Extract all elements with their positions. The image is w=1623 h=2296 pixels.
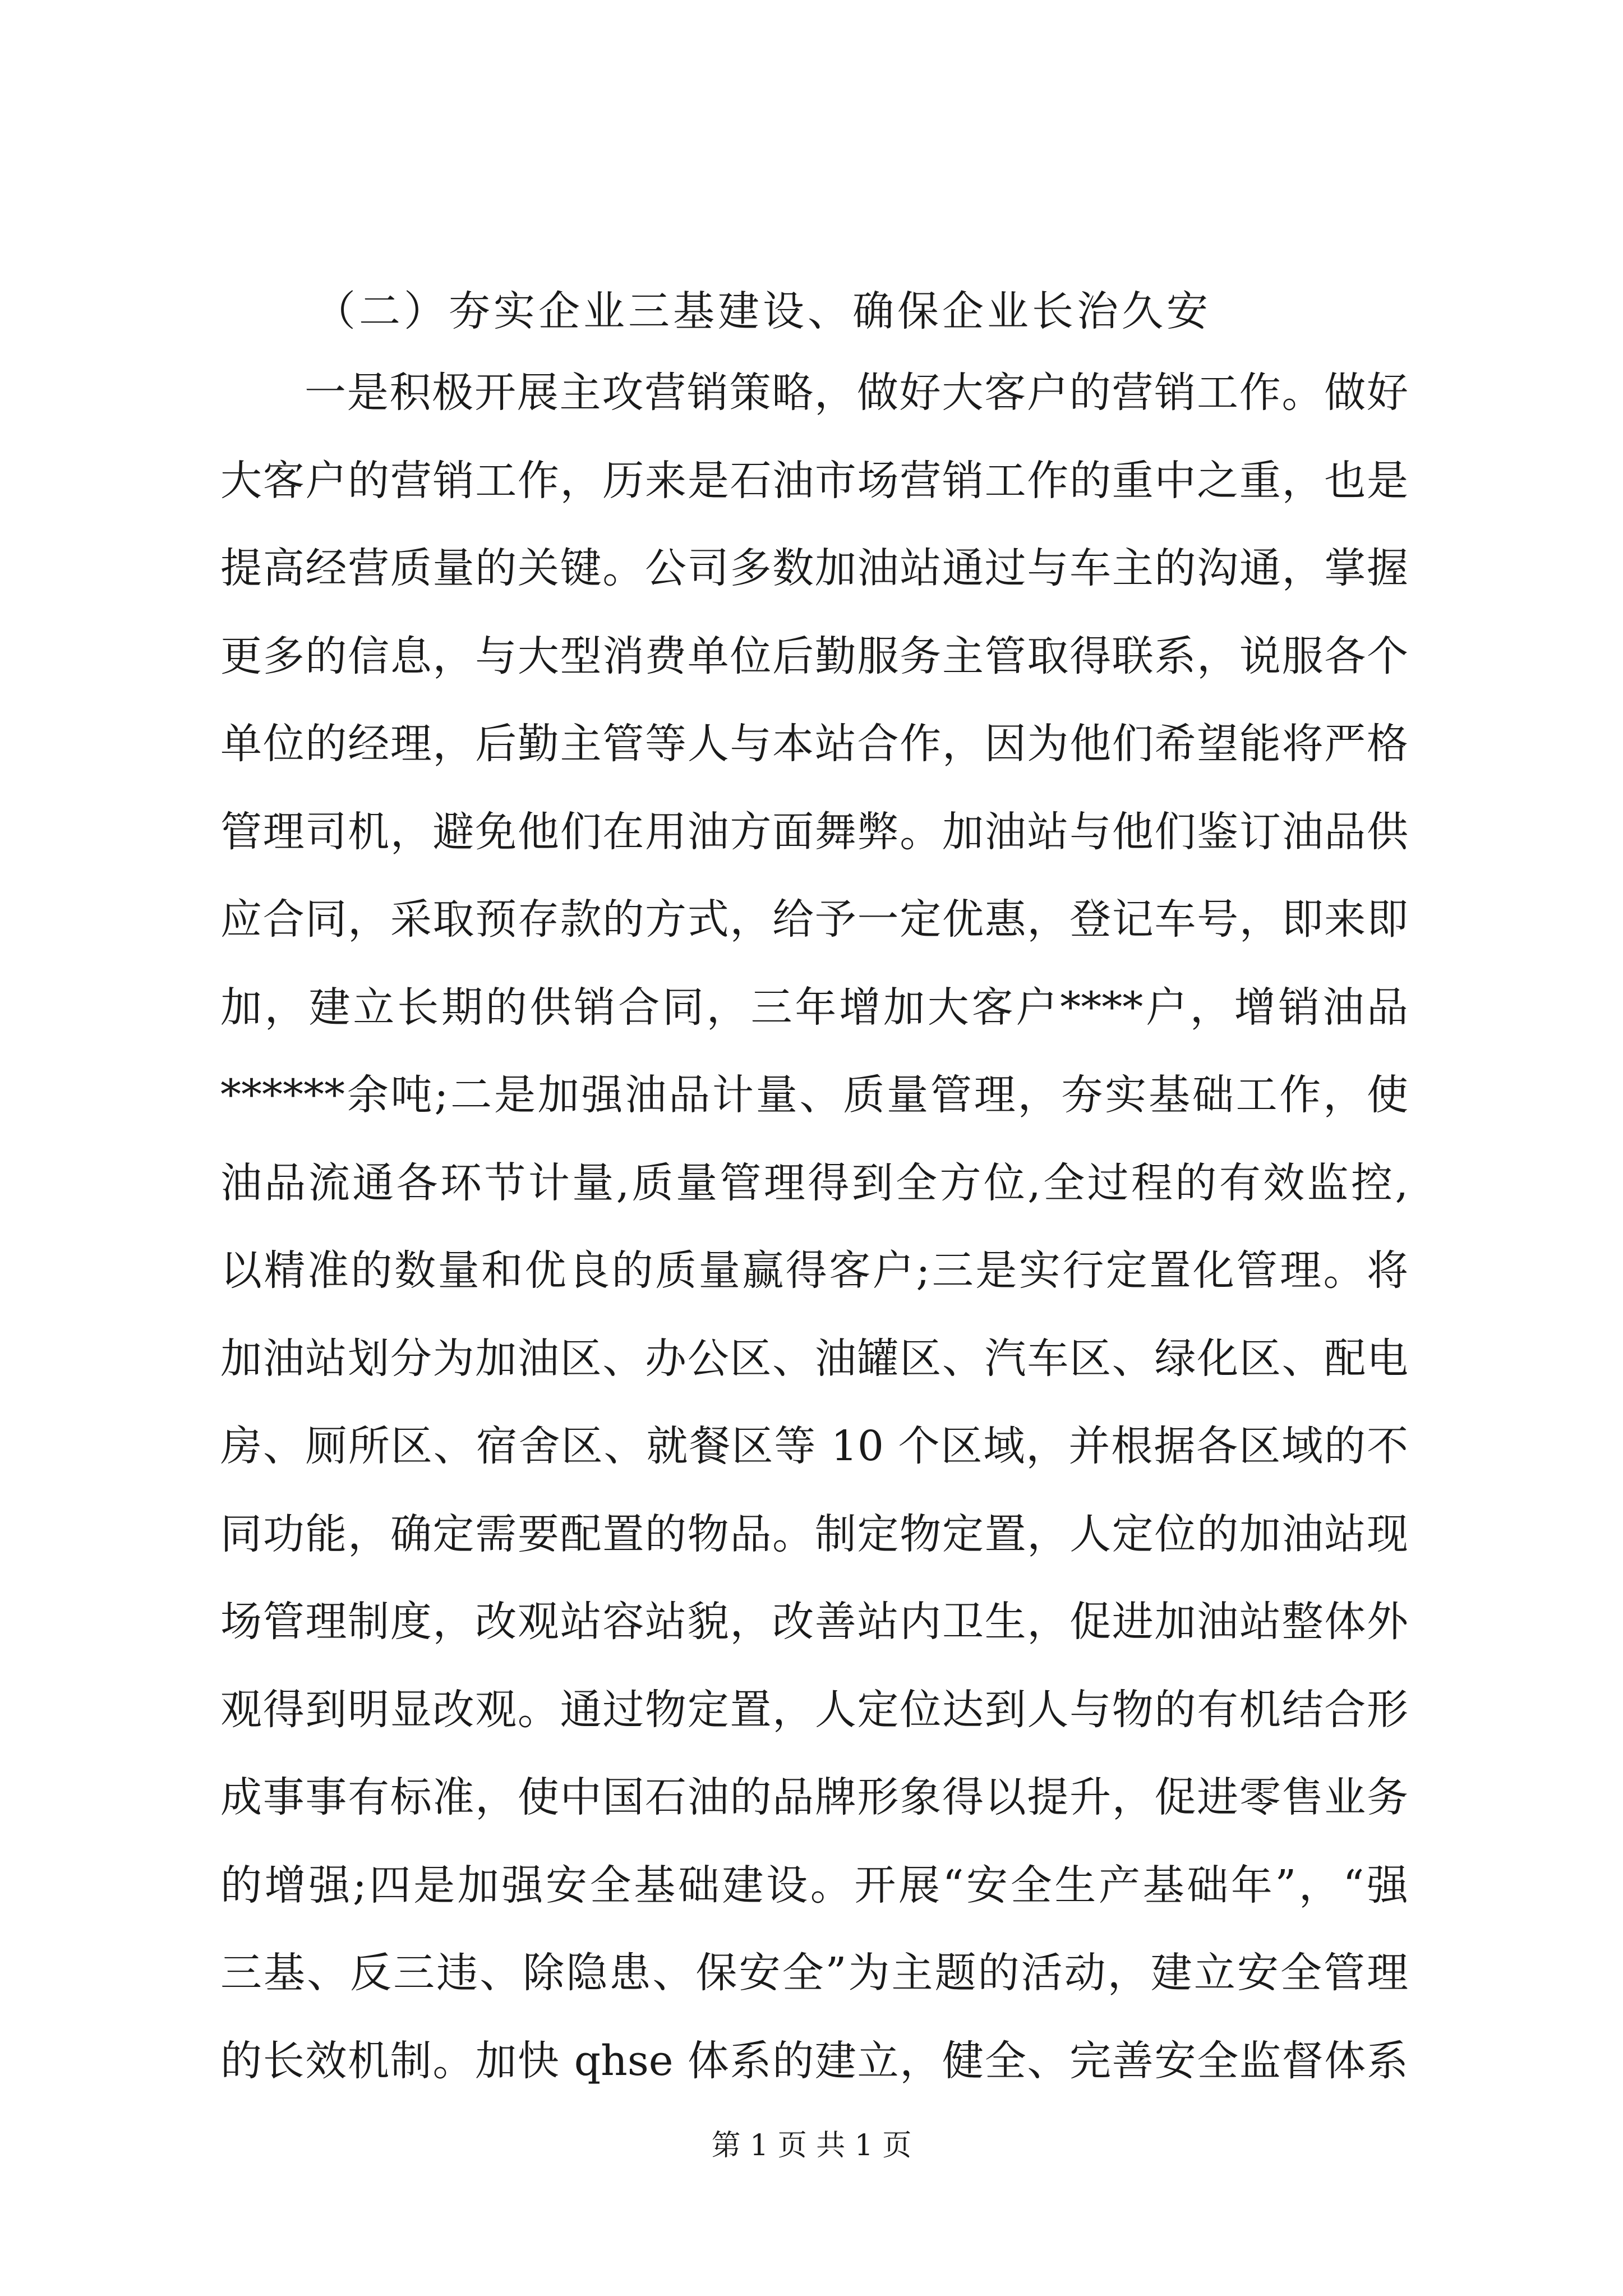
paragraph-line: 场管理制度，改观站容站貌，改善站内卫生，促进加油站整体外 [220, 1598, 1408, 1646]
body-paragraph [220, 349, 1408, 2105]
paragraph-line: 油品流通各环节计量,质量管理得到全方位,全过程的有效监控, [220, 1158, 1408, 1207]
paragraph-line: 同功能，确定需要配置的物品。制定物定置，人定位的加油站现 [220, 1510, 1408, 1558]
paragraph-line: 的长效机制。加快 qhse 体系的建立，健全、完善安全监督体系 [220, 2036, 1408, 2085]
paragraph-line: 加，建立长期的供销合同，三年增加大客户****户，增销油品 [220, 983, 1408, 1032]
paragraph-line: 的增强;四是加强安全基础建设。开展“安全生产基础年”，“强 [220, 1861, 1408, 1910]
paragraph-line: 成事事有标准，使中国石油的品牌形象得以提升，促进零售业务 [220, 1773, 1408, 1821]
section-heading: （二）夯实企业三基建设、确保企业长治久安 [314, 287, 1211, 335]
paragraph-line: ******余吨;二是加强油品计量、质量管理，夯实基础工作，使 [220, 1071, 1408, 1119]
paragraph-line: 三基、反三违、除隐患、保安全”为主题的活动，建立安全管理 [220, 1949, 1408, 1997]
paragraph-line: 加油站划分为加油区、办公区、油罐区、汽车区、绿化区、配电 [220, 1334, 1408, 1383]
paragraph-line: 管理司机，避免他们在用油方面舞弊。加油站与他们鉴订油品供 [220, 807, 1408, 856]
paragraph-line: 单位的经理，后勤主管等人与本站合作，因为他们希望能将严格 [220, 720, 1408, 768]
paragraph-line: 房、厕所区、宿舍区、就餐区等 10 个区域，并根据各区域的不 [220, 1422, 1408, 1470]
paragraph-line: 应合同，采取预存款的方式，给予一定优惠，登记车号，即来即 [220, 895, 1408, 944]
paragraph-line: 更多的信息，与大型消费单位后勤服务主管取得联系，说服各个 [220, 632, 1408, 680]
paragraph-line: 以精准的数量和优良的质量赢得客户;三是实行定置化管理。将 [220, 1246, 1408, 1295]
paragraph-line: 一是积极开展主攻营销策略，做好大客户的营销工作。做好 [305, 369, 1408, 417]
paragraph-line: 观得到明显改观。通过物定置，人定位达到人与物的有机结合形 [220, 1685, 1408, 1734]
page-footer: 第 1 页 共 1 页 [711, 2129, 912, 2162]
paragraph-line: 提高经营质量的关键。公司多数加油站通过与车主的沟通，掌握 [220, 544, 1408, 592]
paragraph-line: 大客户的营销工作，历来是石油市场营销工作的重中之重，也是 [220, 456, 1408, 505]
